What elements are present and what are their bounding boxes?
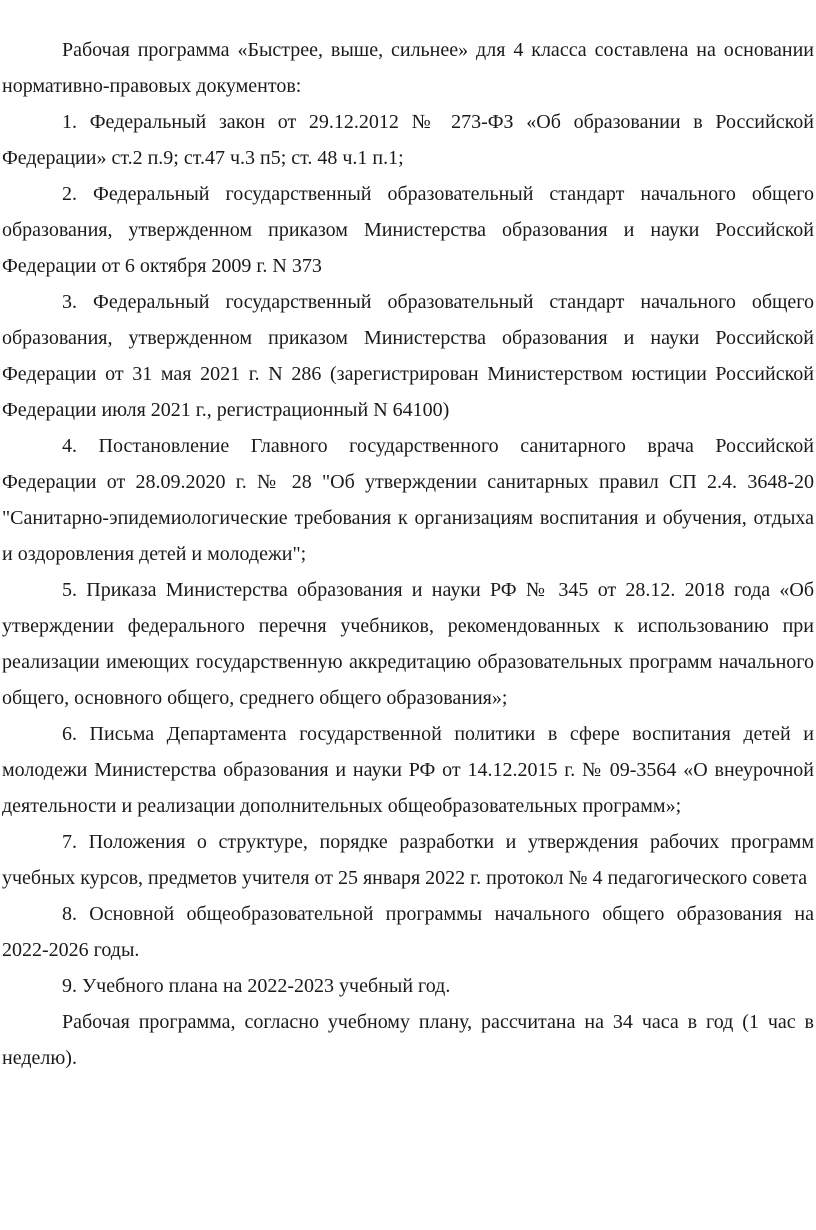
list-item-6: 6. Письма Департамента государственной политики в сфере воспитания детей и молодежи Министерства образования и науки РФ от 14.12.2015 г. № 09-3564 «О внеурочной деятельности и реализации дополнительных общеобразовательных программ»;	[2, 723, 814, 817]
list-item-8: 8. Основной общеобразовательной программы начального общего образования на 2022-2026 годы.	[2, 903, 814, 961]
intro-paragraph: Рабочая программа «Быстрее, выше, сильнее» для 4 класса составлена на основании нормативно-правовых документов:	[2, 39, 814, 97]
list-item-7: 7. Положения о структуре, порядке разработки и утверждения рабочих программ учебных курсов, предметов учителя от 25 января 2022 г. протокол № 4 педагогического совета	[2, 831, 814, 889]
hours-paragraph: Рабочая программа, согласно учебному плану, рассчитана на 34 часа в год (1 час в неделю).	[2, 1011, 814, 1069]
list-item-1: 1. Федеральный закон от 29.12.2012 № 273-ФЗ «Об образовании в Российской Федерации» ст.2 п.9; ст.47 ч.3 п5; ст. 48 ч.1 п.1;	[2, 111, 814, 169]
list-item-4: 4. Постановление Главного государственного санитарного врача Российской Федерации от 28.09.2020 г. № 28 "Об утверждении санитарных правил СП 2.4. 3648-20 "Санитарно-эпидемиологические требования к организациям воспитания и обучения, отдыха и оздоровления детей и молодежи";	[2, 435, 814, 565]
list-item-2: 2. Федеральный государственный образовательный стандарт начального общего образования, утвержденном приказом Министерства образования и науки Российской Федерации от 6 октября 2009 г. N 373	[2, 183, 814, 277]
list-item-5: 5. Приказа Министерства образования и науки РФ № 345 от 28.12. 2018 года «Об утверждении федерального перечня учебников, рекомендованных к использованию при реализации имеющих государственную аккредитацию образовательных программ начального общего, основного общего, среднего общего образования»;	[2, 579, 814, 709]
list-item-3: 3. Федеральный государственный образовательный стандарт начального общего образования, утвержденном приказом Министерства образования и науки Российской Федерации от 31 мая 2021 г. N 286 (зарегистрирован Министерством юстиции Российской Федерации июля 2021 г., регистрационный N 64100)	[2, 291, 814, 421]
list-item-9: 9. Учебного плана на 2022-2023 учебный год.	[62, 975, 451, 997]
document-body	[2, 32, 814, 1076]
